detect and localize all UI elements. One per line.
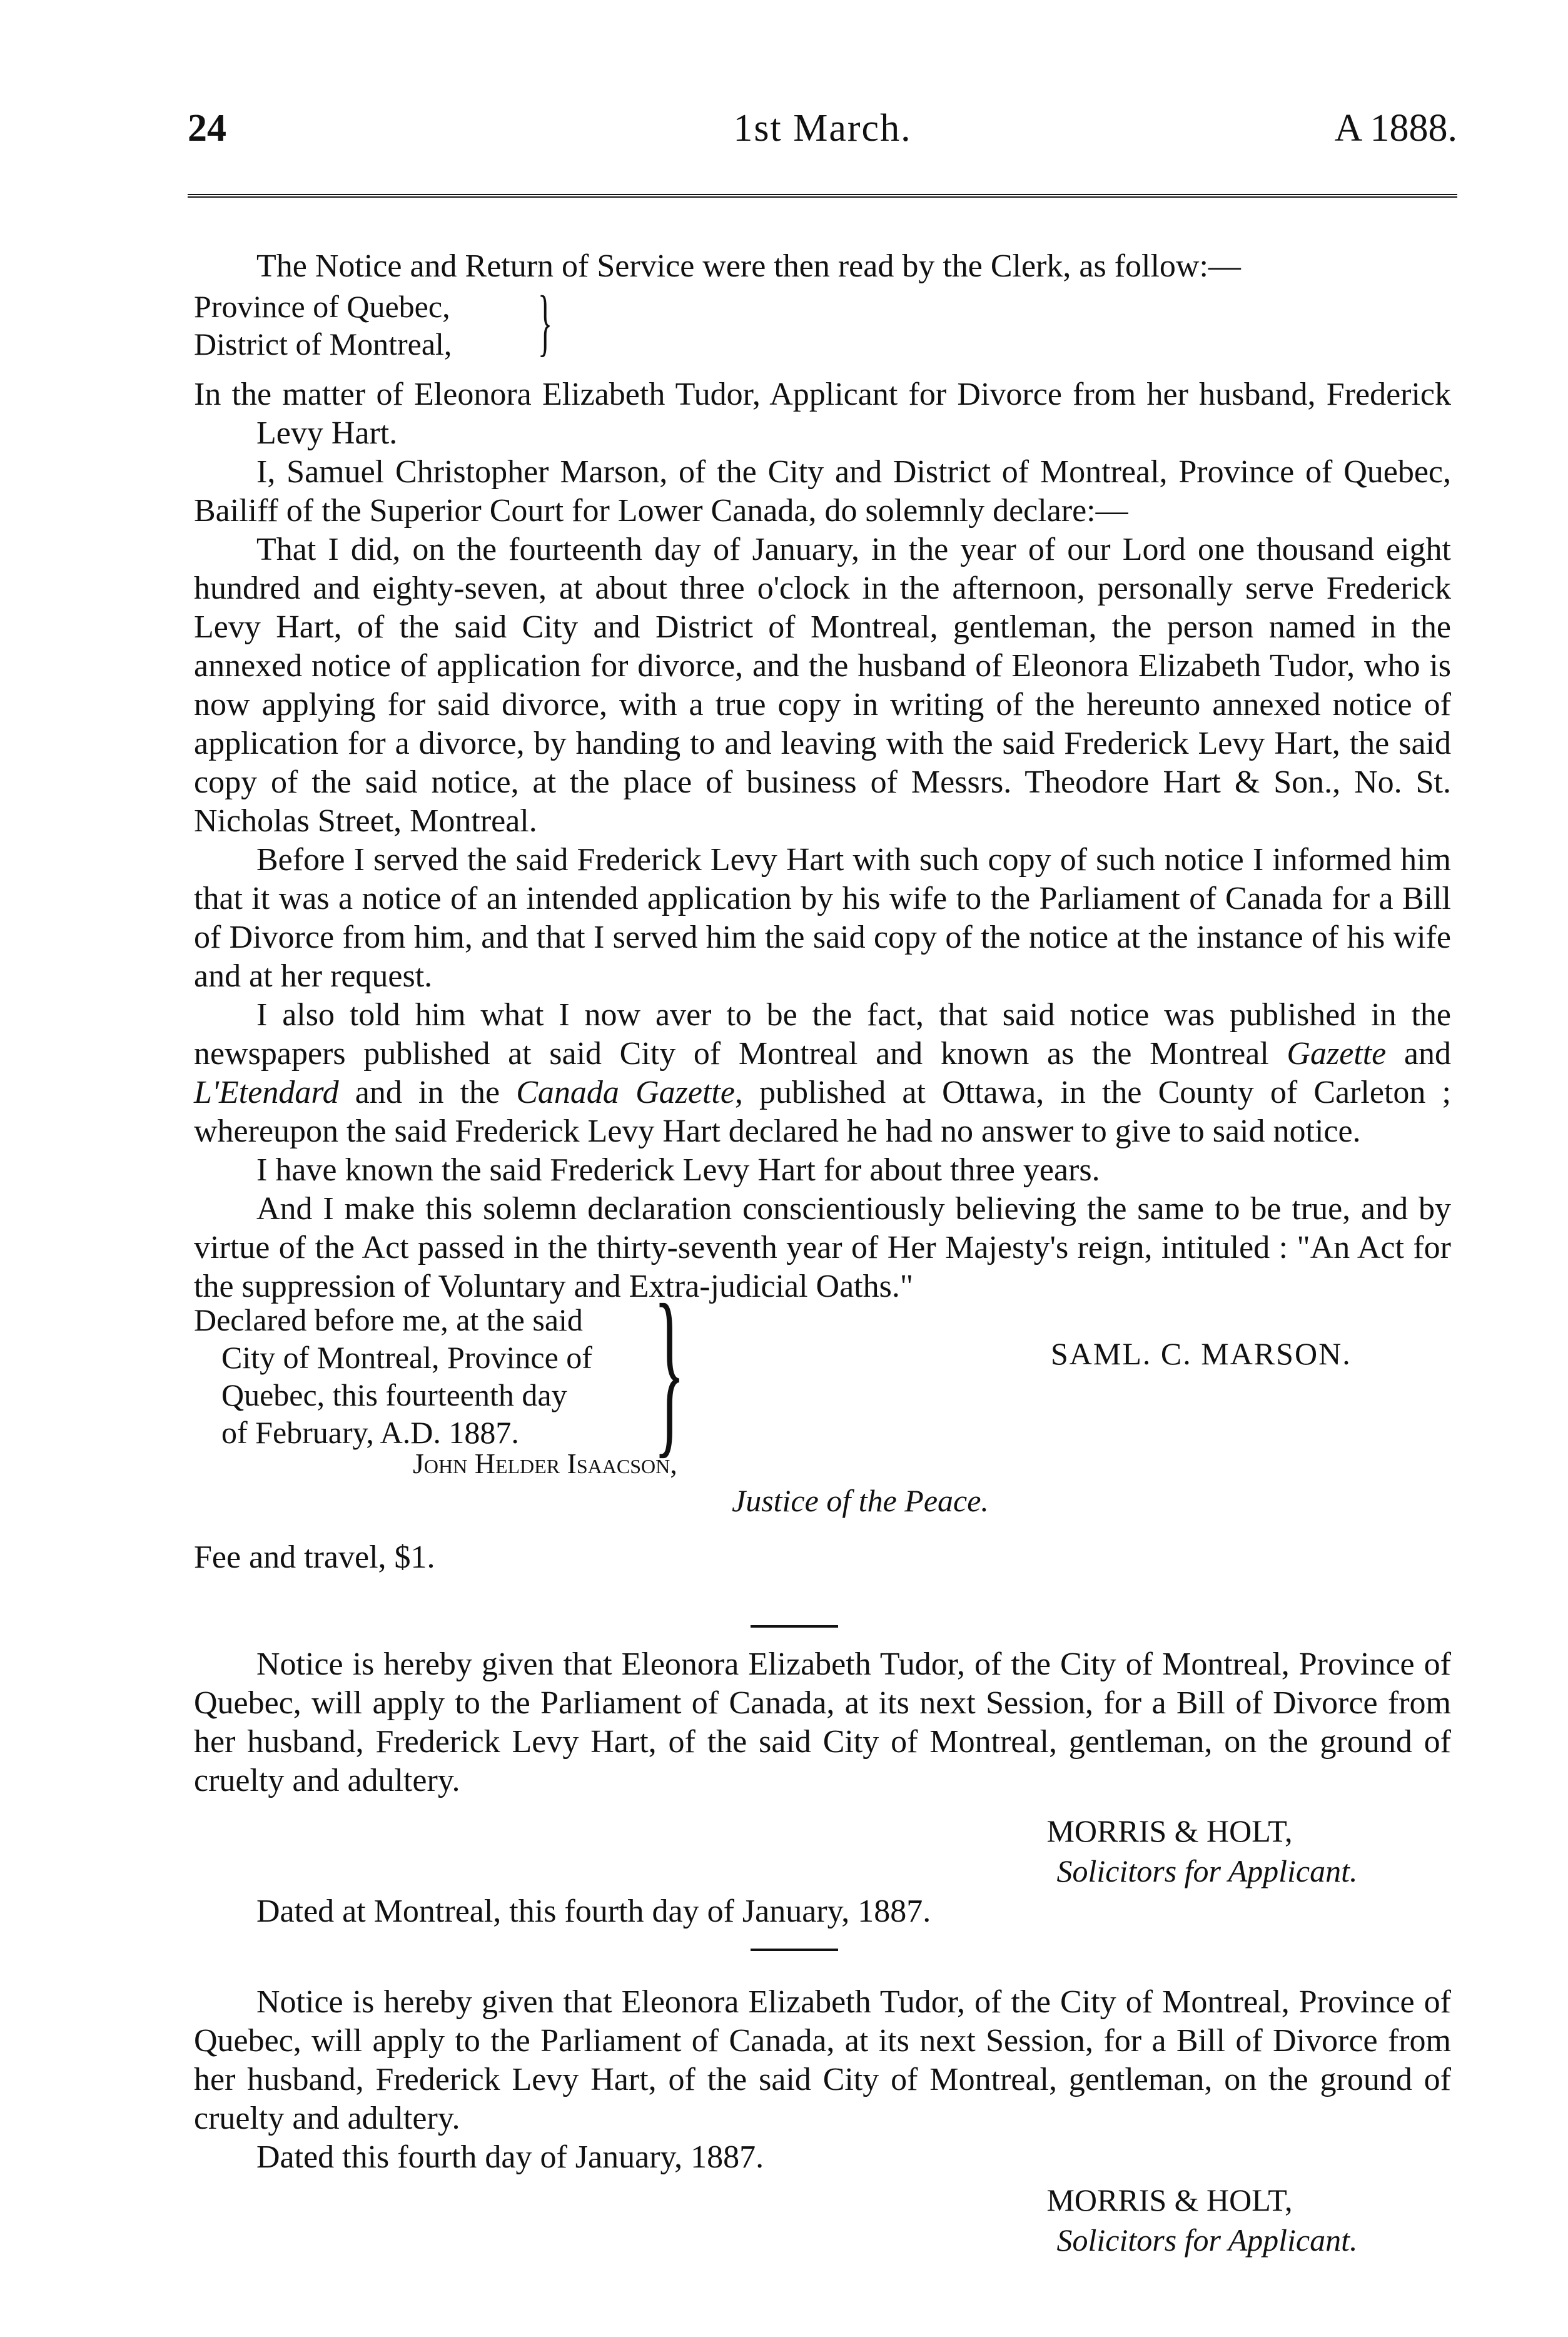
declared-line-4: of February, A.D. 1887.	[221, 1415, 519, 1450]
notice-1-role: Solicitors for Applicant.	[1056, 1853, 1358, 1888]
notice-intro-block	[194, 247, 1451, 286]
newspapers-text-1: I also told him what I now aver to be the fact, that said notice was published in the newspapers published at said City of Montreal and known as the Montreal	[194, 997, 1451, 1072]
declaration-para-3: Before I served the said Frederick Levy Hart with such copy of such notice I informed him that it was a notice of an intended application by his wife to the Parliament of Canada for a Bill of Divorce from him, and that I served him the said copy of the notice at the instance of his wife and at her request.	[194, 842, 1451, 994]
justice-title: Justice of the Peace.	[732, 1483, 989, 1518]
page-header	[188, 106, 1457, 169]
caption-block	[194, 288, 452, 363]
declared-brace: }	[654, 1266, 685, 1474]
canada-gazette-title: Canada Gazette	[516, 1075, 735, 1110]
signature-marson: SAML. C. MARSON.	[1051, 1336, 1352, 1371]
notice-2-firm: MORRIS & HOLT,	[1046, 2182, 1293, 2218]
declared-before-block	[194, 1301, 694, 1451]
declared-line-1: Declared before me, at the said	[194, 1302, 583, 1337]
declaration-para-known: I have known the said Frederick Levy Hart for about three years.	[256, 1152, 1100, 1188]
separator-1	[751, 1625, 838, 1628]
notice-intro: The Notice and Return of Service were then read by the Clerk, as follow:—	[256, 248, 1241, 284]
notice-2	[194, 1983, 1451, 2177]
justice-name: John Helder Isaacson,	[413, 1447, 677, 1479]
declaration-para-solemn: And I make this solemn declaration conscientiously believing the same to be true, and by virtue of the Act passed in the thirty-seventh year of Her Majesty's reign, intituled : "An Act for the suppression of Voluntary and Extra-judicial Oaths."	[194, 1191, 1451, 1304]
caption-brace: }	[538, 280, 553, 363]
newspapers-text-2: and in the	[338, 1075, 517, 1110]
header-date: 1st March.	[733, 107, 912, 150]
notice-2-role: Solicitors for Applicant.	[1056, 2223, 1358, 2258]
notice-2-dated: Dated this fourth day of January, 1887.	[256, 2139, 764, 2175]
notice-1-dated-block	[194, 1892, 1451, 1931]
declaration-para-1: I, Samuel Christopher Marson, of the City and District of Montreal, Province of Quebec, Bailiff of the Superior Court for Lower Canada, do solemnly declare:—	[194, 454, 1451, 529]
caption-district: District of Montreal,	[194, 327, 452, 362]
page-number: 24	[188, 107, 226, 150]
declared-line-3: Quebec, this fourteenth day	[221, 1377, 567, 1412]
header-year: A 1888.	[1334, 107, 1457, 150]
declaration-para-newspapers	[194, 996, 1451, 1151]
separator-2	[751, 1949, 838, 1951]
caption-province: Province of Quebec,	[194, 289, 450, 324]
header-rule	[188, 194, 1457, 201]
newspapers-and: and	[1386, 1036, 1451, 1072]
notice-1-firm: MORRIS & HOLT,	[1046, 1813, 1293, 1848]
notice-1-solicitors	[919, 1811, 1420, 1891]
notice-1	[194, 1645, 1451, 1800]
notice-1-dated: Dated at Montreal, this fourth day of January, 1887.	[256, 1893, 931, 1929]
newspapers-text-3: , published at Ottawa, in the County of Carleton ; whereupon the said Frederick Levy Hart declared he had no answer to give to said notice.	[194, 1075, 1451, 1149]
declared-line-2: City of Montreal, Province of	[221, 1340, 592, 1375]
declaration-para-2: That I did, on the fourteenth day of January, in the year of our Lord one thousand eight hundred and eighty-seven, at about three o'clock in the afternoon, personally serve Frederick Levy Hart, of the said City and District of Montreal, gentleman, the person named in the annexed notice of application for divorce, and the husband of Eleonora Elizabeth Tudor, who is now applying for said divorce, with a true copy in writing of the hereunto annexed notice of application for a divorce, by handing to and leaving with the said Frederick Levy Hart, the said copy of the said notice, at the place of business of Messrs. Theodore Hart & Son., No. St. Nicholas Street, Montreal.	[194, 532, 1451, 839]
matter-line: In the matter of Eleonora Elizabeth Tudor, Applicant for Divorce from her husband, Frederick Levy Hart.	[194, 377, 1451, 451]
gazette-title: Gazette	[1287, 1036, 1387, 1072]
notice-2-text: Notice is hereby given that Eleonora Elizabeth Tudor, of the City of Montreal, Province of Quebec, will apply to the Parliament of Canada, at its next Session, for a Bill of Divorce from her husband, Frederick Levy Hart, of the said City of Montreal, gentleman, on the ground of cruelty and adultery.	[194, 1984, 1451, 2136]
declaration-body	[194, 375, 1451, 1306]
fee-line: Fee and travel, $1.	[194, 1539, 435, 1575]
notice-2-solicitors	[919, 2180, 1420, 2260]
etendard-title: L'Etendard	[194, 1075, 339, 1110]
notice-1-text: Notice is hereby given that Eleonora Elizabeth Tudor, of the City of Montreal, Province of Quebec, will apply to the Parliament of Canada, at its next Session, for a Bill of Divorce from her husband, Frederick Levy Hart, of the said City of Montreal, gentleman, on the ground of cruelty and adultery.	[194, 1646, 1451, 1798]
